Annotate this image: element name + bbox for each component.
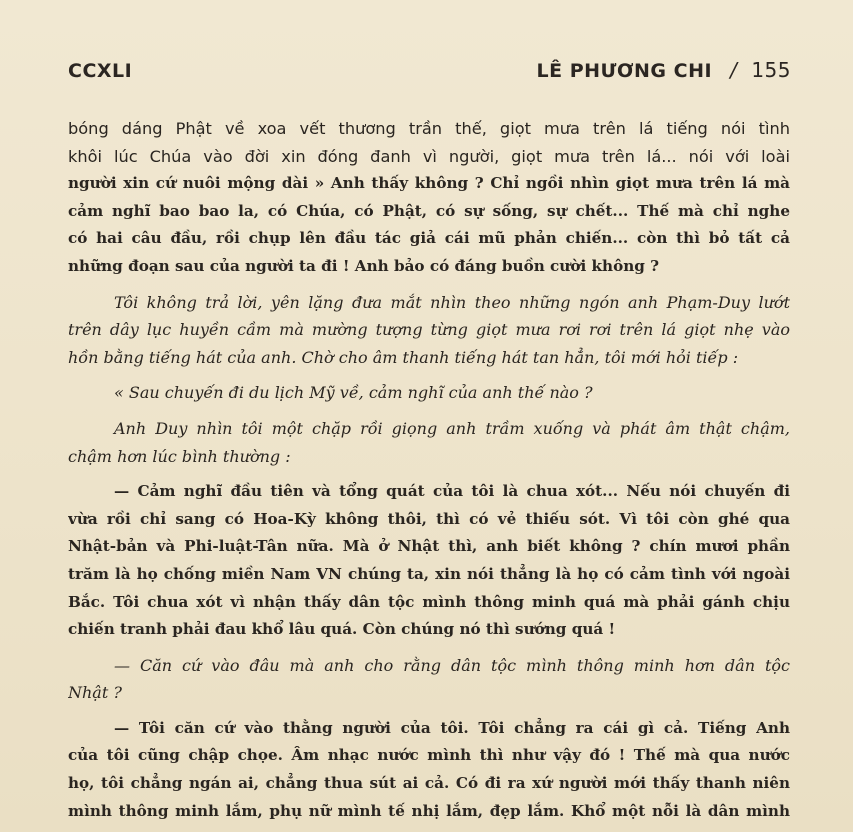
text-line: Nhật-bản và Phi-luật-Tân nữa. Mà ở Nhật thì, anh biết không ? chín mươi phần: [68, 537, 790, 556]
text-line: những đoạn sau của người ta đi ! Anh bảo có đáng buồn cười không ?: [68, 256, 660, 275]
paragraph: [68, 415, 790, 470]
text-line: vừa rồi chỉ sang có Hoa-Kỳ không thôi, thì có vẻ thiếu sót. Vì tôi còn ghé qua: [68, 509, 790, 528]
paragraph: [68, 289, 790, 372]
running-head: [537, 58, 791, 82]
text-line: « Sau chuyến đi du lịch Mỹ về, cảm nghĩ của anh thế nào ?: [114, 383, 593, 403]
text-line: họ, tôi chẳng ngán ai, chẳng thua sút ai cả. Có đi ra xứ người mới thấy thanh niên: [68, 774, 790, 793]
text-line: trăm là họ chống miền Nam VN chúng ta, xin nói thẳng là họ có cảm tình với ngoài: [68, 564, 790, 583]
text-line: hồn bằng tiếng hát của anh. Chờ cho âm thanh tiếng hát tan hẳn, tôi mới hỏi tiếp :: [68, 347, 739, 367]
text-line: — Tôi căn cứ vào thằng người của tôi. Tôi chẳng ra cái gì cả. Tiếng Anh: [114, 718, 790, 737]
text-line: chiến tranh phải đau khổ lâu quá. Còn chúng nó thì sướng quá !: [68, 620, 616, 639]
text-line: của tôi cũng chập chọe. Âm nhạc nước mình thì như vậy đó ! Thế mà qua nước: [68, 746, 790, 765]
text-line: Anh Duy nhìn tôi một chặp rồi giọng anh trầm xuống và phát âm thật chậm,: [114, 418, 790, 438]
paragraph: [68, 715, 790, 825]
text-line: trên dây lục huyền cầm mà mường tượng từng giọt mưa rơi rơi trên lá giọt nhẹ vào: [68, 320, 790, 340]
page-header: [68, 56, 791, 86]
paragraph: [68, 652, 790, 707]
page-number: 155: [751, 58, 791, 82]
text-line: Bắc. Tôi chua xót vì nhận thấy dân tộc mình thông minh quá mà phải gánh chịu: [68, 592, 790, 611]
text-line: bóng dáng Phật về xoa vết thương trần thế, giọt mưa trên lá tiếng nói tình: [68, 119, 790, 138]
text-line: chậm hơn lúc bình thường :: [68, 446, 291, 466]
paragraph: [68, 115, 790, 281]
author-name: LÊ PHƯƠNG CHI: [536, 60, 713, 82]
text-line: — Cảm nghĩ đầu tiên và tổng quát của tôi là chua xót... Nếu nói chuyến đi: [114, 482, 790, 501]
paragraph: [68, 379, 790, 407]
text-line: có hai câu đầu, rồi chụp lên đầu tác giả cái mũ phản chiến... còn thì bỏ tất cả: [68, 229, 790, 248]
text-line: mình thông minh lắm, phụ nữ mình tế nhị lắm, đẹp lắm. Khổ một nỗi là dân mình: [68, 801, 790, 820]
text-line: Tôi không trả lời, yên lặng đưa mắt nhìn theo những ngón anh Phạm-Duy lướt: [114, 292, 790, 312]
chapter-label: CCXLI: [68, 60, 133, 82]
header-separator: /: [730, 58, 738, 82]
text-line: người xin cứ nuôi mộng dài » Anh thấy không ? Chỉ ngồi nhìn giọt mưa trên lá mà: [68, 174, 790, 193]
body-text: [68, 115, 790, 825]
text-line: Nhật ?: [68, 683, 122, 703]
text-line: cảm nghĩ bao bao la, có Chúa, có Phật, có sự sống, sự chết... Thế mà chỉ nghe: [68, 201, 790, 220]
paragraph: [68, 478, 790, 644]
text-line: — Căn cứ vào đâu mà anh cho rằng dân tộc mình thông minh hơn dân tộc: [114, 655, 790, 675]
text-line: khôi lúc Chúa vào đời xin đóng đanh vì người, giọt mưa trên lá... nói với loài: [68, 146, 790, 166]
